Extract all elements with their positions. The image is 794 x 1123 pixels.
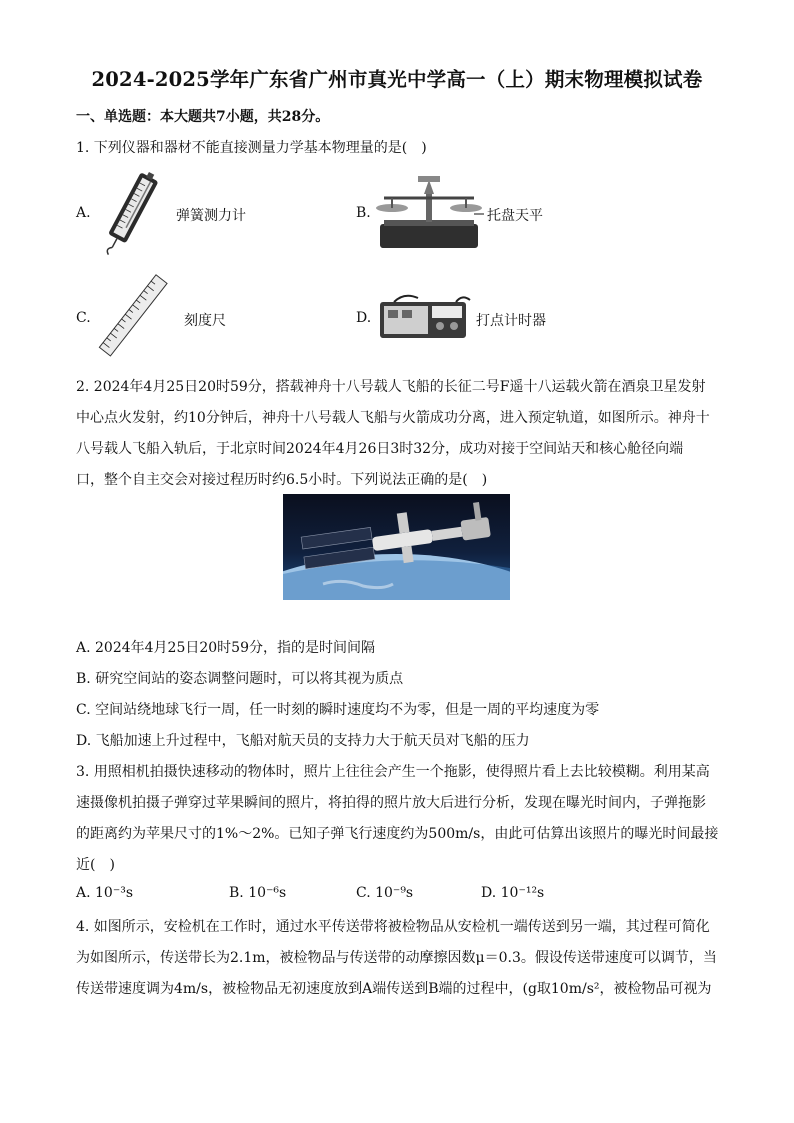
q4-stem-line-1: 4. 如图所示，安检机在工作时，通过水平传送带将被检物品从安检机一端传送到另一端，其过程可简化 — [76, 919, 710, 935]
q3-stem-line-4: 近( ) — [76, 857, 115, 873]
spring-scale-image — [94, 168, 166, 260]
q4-stem-line-2: 为如图所示，传送带长为2.1m，被检物品与传送带的动摩擦因数μ＝0.3。假设传送带速度可以调节，当 — [76, 950, 717, 966]
q1-option-c-label: 刻度尺 — [184, 313, 226, 329]
q2-option-a: A. 2024年4月25日20时59分，指的是时间间隔 — [76, 640, 375, 656]
q1-option-a-letter: A. — [76, 205, 91, 221]
q1-option-d-letter: D. — [356, 310, 372, 326]
q1-stem: 1. 下列仪器和器材不能直接测量力学基本物理量的是( ) — [76, 140, 427, 156]
q4-stem-line-3: 传送带速度调为4m/s，被检物品无初速度放到A端传送到B端的过程中，(g取10m/s²，被检物品可视为 — [76, 981, 712, 997]
q3-stem-line-3: 的距离约为苹果尺寸的1%～2%。已知子弹飞行速度约为500m/s，由此可估算出该照片的曝光时间最接 — [76, 826, 719, 842]
section-heading: 一、单选题：本大题共7小题，共28分。 — [76, 109, 330, 125]
q3-option-a: A. 10⁻³s — [76, 885, 134, 901]
q2-option-d: D. 飞船加速上升过程中，飞船对航天员的支持力大于航天员对飞船的压力 — [76, 733, 530, 749]
q3-stem-line-1: 3. 用照相机拍摄快速移动的物体时，照片上往往会产生一个拖影，使得照片看上去比较模糊。利用某高 — [76, 764, 710, 780]
q2-stem-line-1: 2. 2024年4月25日20时59分，搭载神舟十八号载人飞船的长征二号F遥十八运载火箭在酒泉卫星发射 — [76, 379, 706, 395]
q1-option-c-letter: C. — [76, 310, 91, 326]
q1-option-b-label: 托盘天平 — [487, 208, 543, 224]
q3-option-b: B. 10⁻⁶s — [229, 885, 287, 901]
q2-stem-line-3: 八号载人飞船入轨后，于北京时间2024年4月26日3时32分，成功对接于空间站天和核心舱径向端 — [76, 441, 684, 457]
q1-option-a-label: 弹簧测力计 — [176, 208, 246, 224]
ruler-image — [92, 272, 176, 360]
q3-option-d: D. 10⁻¹²s — [481, 885, 545, 901]
q3-option-c: C. 10⁻⁹s — [356, 885, 414, 901]
exam-title: 2024-2025学年广东省广州市真光中学高一（上）期末物理模拟试卷 — [91, 68, 703, 91]
q2-stem-line-2: 中心点火发射，约10分钟后，神舟十八号载人飞船与火箭成功分离，进入预定轨道，如图所示。神舟十 — [76, 410, 710, 426]
space-station-image — [283, 494, 510, 600]
q2-option-c: C. 空间站绕地球飞行一周，任一时刻的瞬时速度均不为零，但是一周的平均速度为零 — [76, 702, 600, 718]
balance-image — [374, 172, 484, 252]
q3-stem-line-2: 速摄像机拍摄子弹穿过苹果瞬间的照片，将拍得的照片放大后进行分析，发现在曝光时间内，子弹拖影 — [76, 795, 706, 811]
q2-option-b: B. 研究空间站的姿态调整问题时，可以将其视为质点 — [76, 671, 404, 687]
q1-option-d-label: 打点计时器 — [476, 313, 546, 329]
ticker-timer-image — [374, 292, 474, 344]
q1-option-b-letter: B. — [356, 205, 371, 221]
q2-stem-line-4: 口，整个自主交会对接过程历时约6.5小时。下列说法正确的是( ) — [76, 472, 488, 488]
